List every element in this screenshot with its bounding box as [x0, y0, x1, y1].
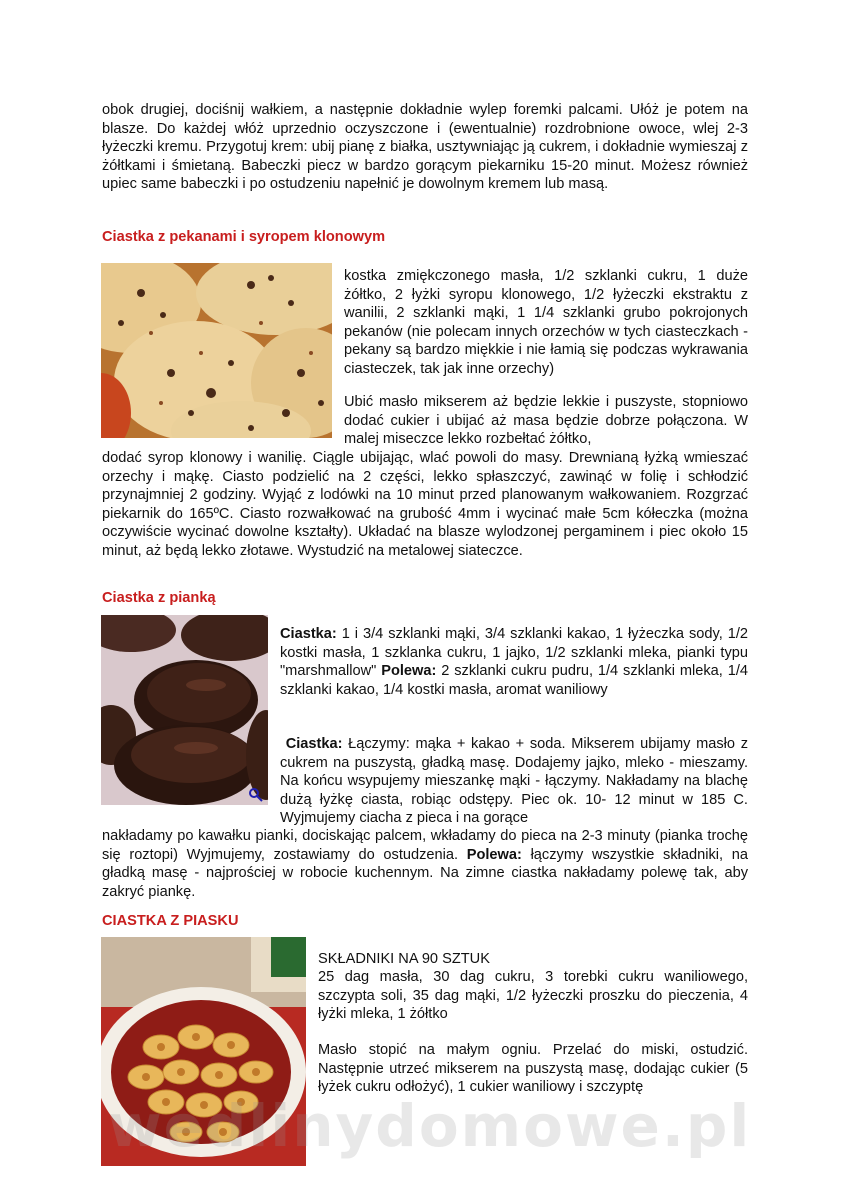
pecan-method-side: Ubić masło mikserem aż będzie lekkie i puszyste, stopniowo dodać cukier i ubijać aż masa będzie dobrze połączona. W malej miseczce lekko rozbełtać żółtko,	[344, 394, 748, 448]
marshmallow-method-full-a: nakładamy po kawałku pianki, dociskając palcem, wkładamy do pieca na 2-3 minuty (pianka trochę się roztopi) Wyjmujemy, zostawiamy do ostudzenia.	[102, 828, 748, 863]
marshmallow-cookies-photo	[101, 615, 268, 805]
recipe-title-marshmallow: Ciastka z pianką	[102, 590, 216, 606]
watermark: wedlinydomowe.pl	[108, 1092, 752, 1160]
pecan-method-full: dodać syrop klonowy i wanilię. Ciągle ubijając, wlać powoli do masy. Drewnianą łyżką wmieszać orzechy i mąkę. Ciasto podzielić na 2 części, lekko spłaszczyć, zawinąć w folię i schłodzić przynajmniej 2 godziny. Wyjąć z lodówki na 10 minut przed planowanym wałkowaniem. Rozgrzać piekarnik do 165ºC. Ciasto rozwałkować na grubość 4mm i wycinać małe 5cm kółeczka (można oczywiście wycinać dowolne kształty). Układać na blasze wylodzonej pergaminem i piec około 15 minut, aż będą lekko złotawe. Wystudzić na metalowej siateczce.	[102, 450, 748, 559]
marshmallow-method-full	[102, 827, 748, 901]
label-ciastka-2: Ciastka:	[285, 736, 343, 752]
marshmallow-method-side-text: Łączymy: mąka + kakao + soda. Mikserem ubijamy masło z cukrem na puszystą, gładką masę. Dodajemy jajko, mleko - mieszamy. Na końcu wsypujemy mieszankę mąki - łączymy. Nakładamy na blachę dużą łyżkę ciasta, robiąc odstępy. Piec ok. 10- 12 minut w 185 C. Wyjmujemy ciacha z pieca i na gorące	[280, 736, 748, 827]
intro-paragraph: obok drugiej, dociśnij wałkiem, a następnie dokładnie wylep foremki palcami. Ułóż je potem na blasze. Do każdej włóż uprzednio oczyszczone i (ewentualnie) rozdrobnione owoce, wlej 2-3 łyżeczki kremu. Przygotuj krem: ubij pianę z białka, usztywniając ją cukrem, i dokładnie wymieszaj z żółtkami i śmietaną. Babeczki piecz w bardzo gorącym piekarniku 15-20 minut. Możesz również upiec same babeczki i po ostudzeniu napełnić je dowolnym kremem lub masą.	[102, 102, 748, 193]
pecan-ingredients: kostka zmiękczonego masła, 1/2 szklanki cukru, 1 duże żółtko, 2 łyżki syropu klonowego, 1/2 łyżeczki ekstraktu z wanilii, 2 szklanki mąki, 1 1/4 szklanki grubo pokrojonych pekanów (nie polecam innych orzechów w tych ciasteczkach - pekany są bardzo miękkie i nie łamią się podczas wykrawania ciasteczek, tak jak inne orzechy)	[344, 268, 748, 377]
pecan-cookies-photo	[101, 263, 332, 438]
marshmallow-ingredients-a: 1 i 3/4 szklanki mąki, 3/4 szklanki kakao, 1 łyżeczka sody, 1/2 kostki masła, 1 szklanka cukru, 1 jajko, 1/2 szklanki mleka, pianki typu "marshmallow"	[280, 626, 748, 680]
sand-cookies-photo	[101, 937, 306, 1166]
label-polewa: Polewa:	[381, 663, 437, 680]
label-ciastka: Ciastka:	[280, 626, 337, 642]
marshmallow-method-side	[280, 735, 748, 828]
label-polewa-2: Polewa:	[466, 846, 522, 863]
marshmallow-method-full-b: łączymy wszystkie składniki, na gładką masę - najprościej w robocie kuchennym. Na zimne ciastka nakładamy polewę tak, aby zakryć piankę.	[102, 846, 748, 900]
sand-method: Masło stopić na małym ogniu. Przelać do miski, ostudzić. Następnie utrzeć mikserem na puszystą masę, dodając cukier (5 łyżek cukru odłożyć), 1 cukier waniliowy i szczyptę	[318, 1042, 748, 1096]
sand-portion: SKŁADNIKI NA 90 SZTUK	[318, 951, 490, 967]
recipe-title-sand: CIASTKA Z PIASKU	[102, 913, 239, 929]
sand-ingredients: 25 dag masła, 30 dag cukru, 3 torebki cukru waniliowego, szczypta soli, 35 dag mąki, 1/2 łyżeczki proszku do pieczenia, 4 łyżki mleka, 1 żółtko	[318, 969, 748, 1023]
recipe-title-pecan: Ciastka z pekanami i syropem klonowym	[102, 229, 386, 245]
marshmallow-ingredients	[280, 625, 748, 699]
marshmallow-ingredients-b: 2 szklanki cukru pudru, 1/4 szklanki mleka, 1/4 szklanki kakao, 1/4 kostki masła, aromat waniliowy	[280, 663, 749, 698]
